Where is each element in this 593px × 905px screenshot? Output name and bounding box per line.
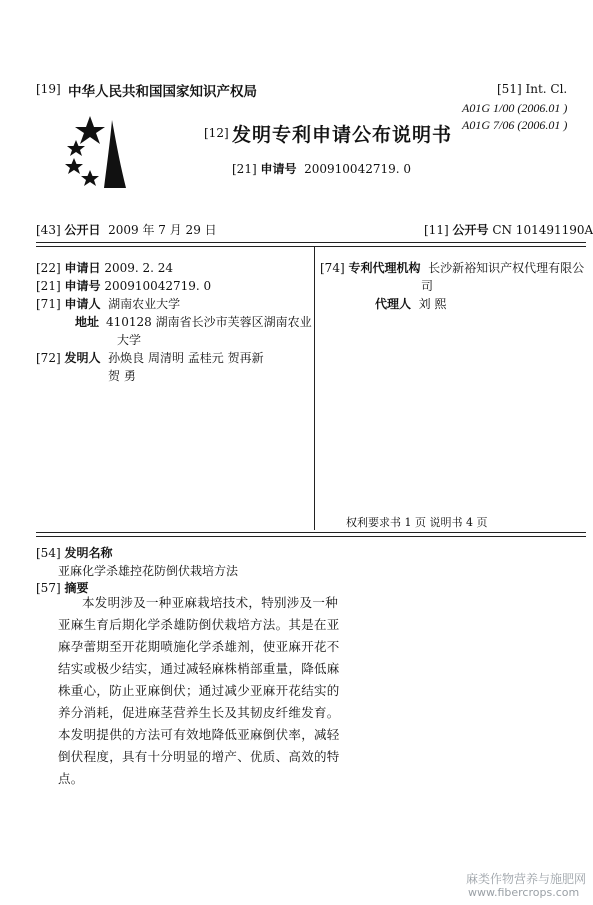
watermark-site-name: 麻类作物营养与施肥网 xyxy=(466,872,587,886)
rule-column-divider xyxy=(314,247,315,530)
applicant: [71] 申请人 湖南农业大学 xyxy=(36,297,181,311)
patent-agency: [74] 专利代理机构 长沙新裕知识产权代理有限公 xyxy=(320,261,585,275)
filing-date: [22] 申请日 2009. 2. 24 xyxy=(36,261,174,275)
abstract-line: 亚麻生育后期化学杀雄防倒伏栽培方法。其是在亚 xyxy=(58,617,340,632)
emblem-star-small-1 xyxy=(67,140,85,156)
abstract-line: 点。 xyxy=(58,771,84,786)
application-number: [21] 申请号 200910042719. 0 xyxy=(36,279,212,293)
watermark-url: www.fibercrops.com xyxy=(468,886,580,899)
header-appno: [21] 申请号 200910042719. 0 xyxy=(232,162,412,176)
patent-agency-line-2: 司 xyxy=(421,279,434,293)
page-counts: 权利要求书 1 页 说明书 4 页 xyxy=(346,516,488,529)
document-title: 发明专利申请公布说明书 xyxy=(232,124,453,146)
abstract-line: 本发明提供的方法可有效地降低亚麻倒伏率，减轻 xyxy=(58,727,340,742)
abstract-line: 本发明涉及一种亚麻栽培技术，特别涉及一种 xyxy=(82,595,339,610)
emblem-star-small-3 xyxy=(81,170,99,186)
inventors: [72] 发明人 孙焕良 周清明 孟桂元 贺再新 xyxy=(36,351,264,365)
rule-middle xyxy=(36,532,586,533)
address-line-2: 大学 xyxy=(117,333,142,347)
emblem-star-small-2 xyxy=(65,158,83,174)
patent-agent: 代理人 刘 熙 xyxy=(375,297,447,311)
abstract-line: 结实或极少结实，通过减轻麻株梢部重量，降低麻 xyxy=(58,661,340,676)
inventors-line-2: 贺 勇 xyxy=(108,369,136,383)
patent-office-name: 中华人民共和国国家知识产权局 xyxy=(68,84,257,100)
address-label: 地址 xyxy=(75,315,100,329)
rule-top-2 xyxy=(36,246,586,247)
invention-title: 亚麻化学杀雄控花防倒伏栽培方法 xyxy=(58,564,239,578)
invention-title-heading: [54] 发明名称 xyxy=(36,546,113,560)
abstract-line: 麻孕蕾期至开花期喷施化学杀雄剂，使亚麻开花不 xyxy=(58,639,340,654)
emblem-star-large xyxy=(75,116,105,144)
intcl-heading: [51] Int. Cl. xyxy=(497,82,568,96)
patent-office-emblem xyxy=(60,112,130,188)
rule-middle-2 xyxy=(36,536,586,537)
abstract-heading: [57] 摘要 xyxy=(36,581,89,595)
publication-number: [11] 公开号 CN 101491190A xyxy=(424,223,593,237)
abstract-body xyxy=(58,592,340,790)
intcl-class-1: A01G 1/00 (2006.01 ) xyxy=(462,101,568,115)
rule-top xyxy=(36,242,586,243)
abstract-line: 株重心，防止亚麻倒伏；通过减少亚麻开花结实的 xyxy=(58,683,340,698)
header-code19: [19] xyxy=(36,82,61,96)
publication-date: [43] 公开日 2009 年 7 月 29 日 xyxy=(36,223,217,237)
abstract-line: 养分消耗，促进麻茎营养生长及其韧皮纤维发育。 xyxy=(58,705,340,720)
header-code12: [12] xyxy=(204,126,229,140)
intcl-class-2: A01G 7/06 (2006.01 ) xyxy=(462,118,568,132)
emblem-pillar xyxy=(104,120,126,188)
address-line-1: 410128 湖南省长沙市芙蓉区湖南农业 xyxy=(106,315,312,329)
abstract-line: 倒伏程度，具有十分明显的增产、优质、高效的特 xyxy=(58,749,340,764)
